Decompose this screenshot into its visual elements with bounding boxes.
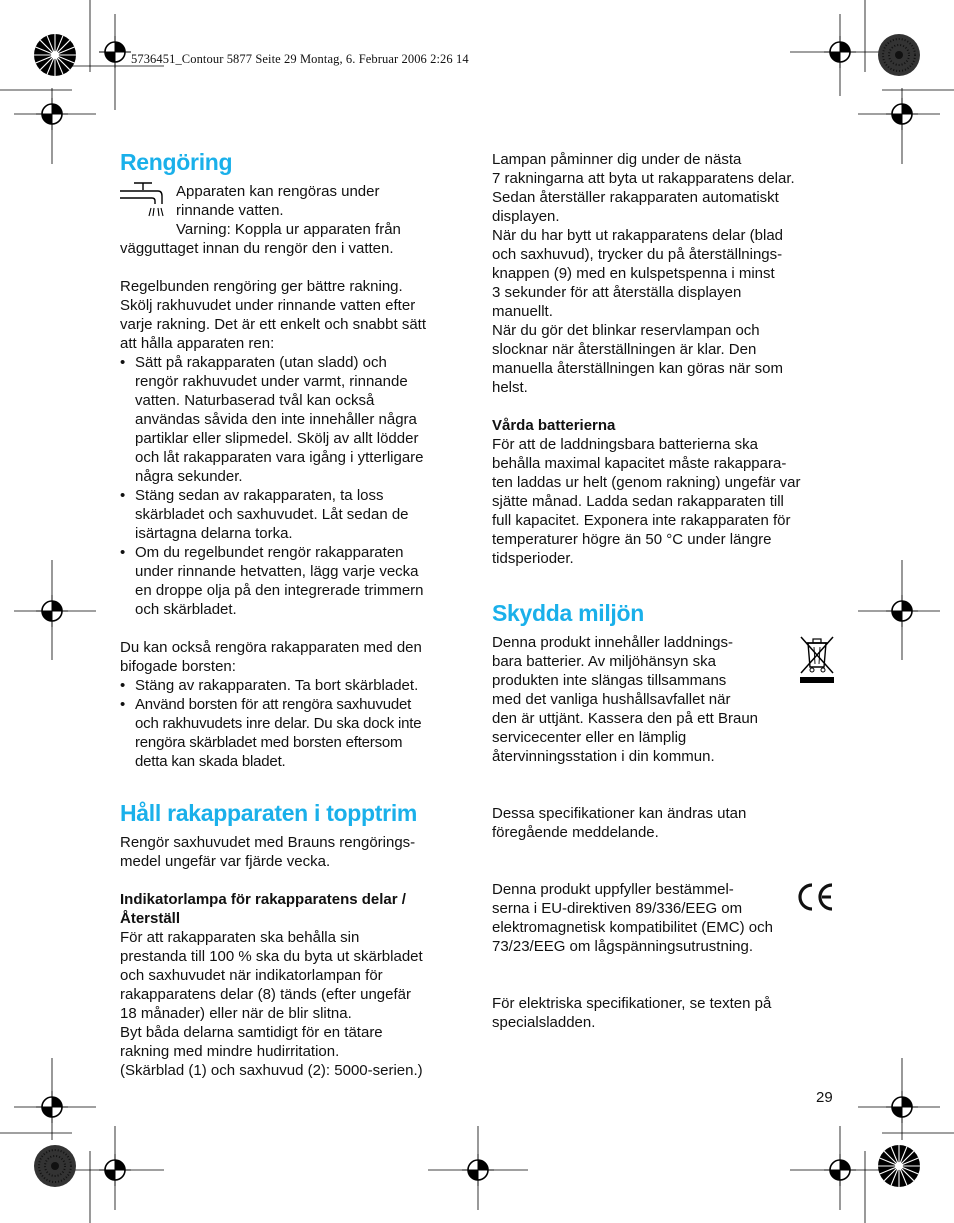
body-line: serna i EU-direktiven 89/336/EEG om (492, 900, 743, 917)
right-column (492, 150, 837, 1032)
intro-line: vägguttaget innan du rengör den i vatten. (120, 240, 394, 257)
list-item: • Använd borsten för att rengöra saxhuvudet och rakhuvudets inre delar. Du ska dock inte rengöra skärbladet med borsten eftersom detta kan skada bladet. (120, 695, 465, 771)
list-item: • Stäng av rakapparaten. Ta bort skärbladet. (120, 676, 465, 695)
body-line: (Skärblad (1) och saxhuvud (2): 5000-serien.) (120, 1062, 423, 1079)
intro-line: rinnande vatten. (176, 202, 284, 219)
heading-skydda-miljon: Skydda miljön (492, 600, 645, 626)
subheading: Indikatorlampa för rakapparatens delar / (120, 891, 406, 908)
body-line: För elektriska specifikationer, se texten på (492, 995, 772, 1012)
body-line: bara batterier. Av miljöhänsyn ska (492, 653, 717, 670)
body-line: servicecenter eller en lämplig (492, 729, 687, 746)
body-line: den är uttjänt. Kassera den på ett Braun (492, 710, 759, 727)
body-line: 3 sekunder för att återställa displayen (492, 284, 742, 301)
body-line: föregående meddelande. (492, 824, 659, 841)
body-line: 18 månader) eller när de blir slitna. (120, 1005, 352, 1022)
para-line: att hålla apparaten ren: (120, 335, 275, 352)
body-line: och saxhuvud), trycker du på återställnings- (492, 246, 783, 263)
para-line: Regelbunden rengöring ger bättre rakning. (120, 278, 403, 295)
body-line: med det vanliga hushållsavfallet när (492, 691, 731, 708)
body-line: tidsperioder. (492, 550, 574, 567)
body-line: manuellt. (492, 303, 553, 320)
subheading: Återställ (120, 910, 181, 927)
list-item: • Sätt på rakapparaten (utan sladd) och rengör rakhuvudet under varmt, rinnande vatten. Naturbaserad tvål kan också användas såvida den inte innehåller några partiklar eller slipmedel. Skölj av allt lödder och låt rakapparaten vara igång i ytterligare några sekunder. (120, 353, 465, 486)
body-line: knappen (9) med en kulspetspenna i minst (492, 265, 775, 282)
body-line: prestanda till 100 % ska du byta ut skärbladet (120, 948, 423, 965)
body-line: För att rakapparaten ska behålla sin (120, 929, 360, 946)
body-line: För att de laddningsbara batterierna ska (492, 436, 758, 453)
ce-block (492, 880, 837, 956)
crossed-bin-icon (797, 633, 837, 685)
body-line: produkten inte slängas tillsammans (492, 672, 727, 689)
left-column (120, 148, 465, 1080)
body-line: Denna produkt innehåller laddnings- (492, 634, 733, 651)
ce-mark-icon (795, 880, 835, 914)
body-line: displayen. (492, 208, 560, 225)
intro-block (120, 182, 465, 239)
para-line: medel ungefär var fjärde vecka. (120, 853, 331, 870)
body-line: ten laddas ur helt (genom rakning) ungefär var (492, 474, 801, 491)
body-line: behålla maximal kapacitet måste rakappara- (492, 455, 787, 472)
cleaning-list (120, 353, 465, 619)
list-item: • Om du regelbundet rengör rakapparaten under rinnande hetvatten, lägg varje vecka en droppe olja på den integrerade trimmern och skärbladet. (120, 543, 465, 619)
body-line: elektromagnetisk kompatibilitet (EMC) och (492, 919, 773, 936)
body-line: Byt båda delarna samtidigt för en tätare (120, 1024, 383, 1041)
body-line: full kapacitet. Exponera inte rakapparaten för (492, 512, 791, 529)
para-line: Skölj rakhuvudet under rinnande vatten efter (120, 297, 416, 314)
body-line: sjätte månad. Ladda sedan rakapparaten till (492, 493, 784, 510)
body-line: och saxhuvudet när indikatorlampan för (120, 967, 383, 984)
body-line: 7 rakningarna att byta ut rakapparatens delar. (492, 170, 795, 187)
body-line: Dessa specifikationer kan ändras utan (492, 805, 747, 822)
print-slug: 5736451_Contour 5877 Seite 29 Montag, 6. Februar 2006 2:26 14 (131, 52, 469, 66)
body-line: rakning med mindre hudirritation. (120, 1043, 340, 1060)
heading-topptrim: Håll rakapparaten i topptrim (120, 800, 418, 826)
body-line: Lampan påminner dig under de nästa (492, 151, 742, 168)
body-line: temperaturer högre än 50 °C under längre (492, 531, 772, 548)
body-line: När du har bytt ut rakapparatens delar (blad (492, 227, 783, 244)
intro-line: Varning: Koppla ur apparaten från (176, 221, 401, 238)
environment-block (492, 633, 837, 766)
page-number: 29 (816, 1089, 833, 1106)
brush-list (120, 676, 465, 771)
subheading: Vårda batterierna (492, 417, 616, 434)
para-line: varje rakning. Det är ett enkelt och snabbt sätt (120, 316, 426, 333)
body-line: 73/23/EEG om lågspänningsutrustning. (492, 938, 753, 955)
body-line: återvinningsstation i din kommun. (492, 748, 715, 765)
body-line: Sedan återställer rakapparaten automatiskt (492, 189, 779, 206)
body-line: manuella återställningen kan göras när som (492, 360, 783, 377)
water-tap-icon (120, 180, 166, 218)
body-line: slocknar när återställningen är klar. Den (492, 341, 757, 358)
para-line: Rengör saxhuvudet med Brauns rengörings- (120, 834, 416, 851)
body-line: rakapparatens delar (8) tänds (efter ungefär (120, 986, 411, 1003)
intro-line: Apparaten kan rengöras under (176, 183, 380, 200)
body-line: helst. (492, 379, 528, 396)
heading-rengoring: Rengöring (120, 149, 233, 175)
para-line: Du kan också rengöra rakapparaten med den (120, 639, 422, 656)
list-item: • Stäng sedan av rakapparaten, ta loss skärbladet och saxhuvudet. Låt sedan de isärtagna delarna torka. (120, 486, 465, 543)
body-line: specialsladden. (492, 1014, 596, 1031)
color-bar-icon (800, 677, 834, 683)
body-line: När du gör det blinkar reservlampan och (492, 322, 760, 339)
body-line: Denna produkt uppfyller bestämmel- (492, 881, 734, 898)
para-line: bifogade borsten: (120, 658, 236, 675)
